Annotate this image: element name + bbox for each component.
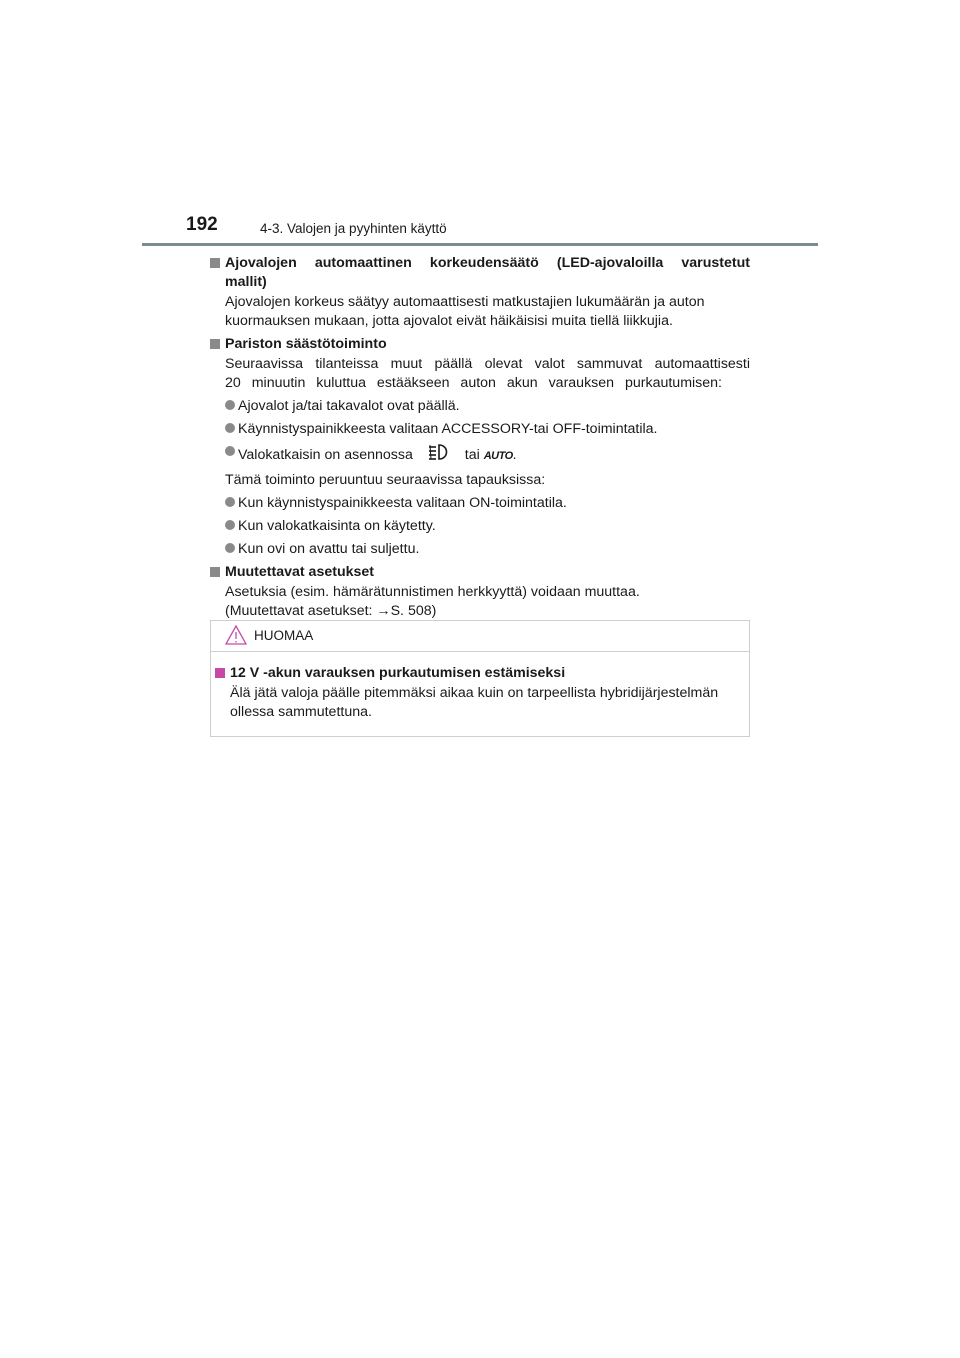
page-reference: (Muutettavat asetukset: →S. 508) xyxy=(225,603,437,619)
list-item: Kun valokatkaisinta on käytetty. xyxy=(225,517,750,536)
auto-icon: AUTO xyxy=(483,449,513,462)
list-item: Kun ovi on avattu tai suljettu. xyxy=(225,540,750,559)
notice-label: HUOMAA xyxy=(254,628,314,643)
notice-header xyxy=(211,621,749,652)
circle-bullet-icon xyxy=(225,400,235,410)
list-item: Ajovalot ja/tai takavalot ovat päällä. xyxy=(225,397,750,416)
notice-box xyxy=(210,620,750,737)
page-number: 192 xyxy=(186,214,218,235)
circle-bullet-icon xyxy=(225,520,235,530)
square-bullet-icon xyxy=(210,567,220,577)
notice-title: 12 V -akun varauksen purkautumisen estämiseksi xyxy=(230,665,566,681)
section-headlight-leveling xyxy=(210,254,750,331)
cancel-intro: Tämä toiminto peruuntuu seuraavissa tapauksissa: xyxy=(225,472,546,488)
page-header xyxy=(186,214,826,244)
headlight-icon xyxy=(427,443,451,467)
header-rule xyxy=(142,243,818,246)
section-title: Muutettavat asetukset xyxy=(225,564,375,580)
list-item-switch-position: Valokatkaisin on asennossa tai AUTO. xyxy=(225,443,750,467)
square-bullet-icon xyxy=(215,668,225,678)
section-title: Ajovalojen automaattinen korkeudensäätö (LED-ajovaloilla varustetut mallit) xyxy=(225,255,750,290)
square-bullet-icon xyxy=(210,258,220,268)
circle-bullet-icon xyxy=(225,446,235,456)
warning-triangle-icon xyxy=(225,625,247,650)
notice-text: Älä jätä valoja päälle pitemmäksi aikaa kuin on tarpeellista hybridijärjestelmän ollessa sammutettuna. xyxy=(230,685,719,720)
section-intro: Seuraavissa tilanteissa muut päällä olevat valot sammuvat automaattisesti 20 minuutin kuluttua estääkseen auton akun varauksen purkautumisen: xyxy=(225,356,750,391)
section-battery-saver xyxy=(210,335,750,559)
section-body: Asetuksia (esim. hämärätunnistimen herkkyyttä) voidaan muuttaa. xyxy=(225,584,640,600)
list-item: Kun käynnistyspainikkeesta valitaan ON-toimintatila. xyxy=(225,494,750,513)
section-body: Ajovalojen korkeus säätyy automaattisesti matkustajien lukumäärän ja auton kuormauksen mukaan, jotta ajovalot eivät häikäisisi muita tiellä liikkujia. xyxy=(225,294,705,329)
section-title: Pariston säästötoiminto xyxy=(225,336,387,352)
circle-bullet-icon xyxy=(225,543,235,553)
square-bullet-icon xyxy=(210,339,220,349)
list-item: Käynnistyspainikkeesta valitaan ACCESSORY-tai OFF-toimintatila. xyxy=(225,420,750,439)
section-customization xyxy=(210,563,750,621)
page-content xyxy=(210,254,750,621)
circle-bullet-icon xyxy=(225,497,235,507)
chapter-title: 4-3. Valojen ja pyyhinten käyttö xyxy=(260,221,447,236)
notice-section xyxy=(215,664,758,722)
circle-bullet-icon xyxy=(225,423,235,433)
